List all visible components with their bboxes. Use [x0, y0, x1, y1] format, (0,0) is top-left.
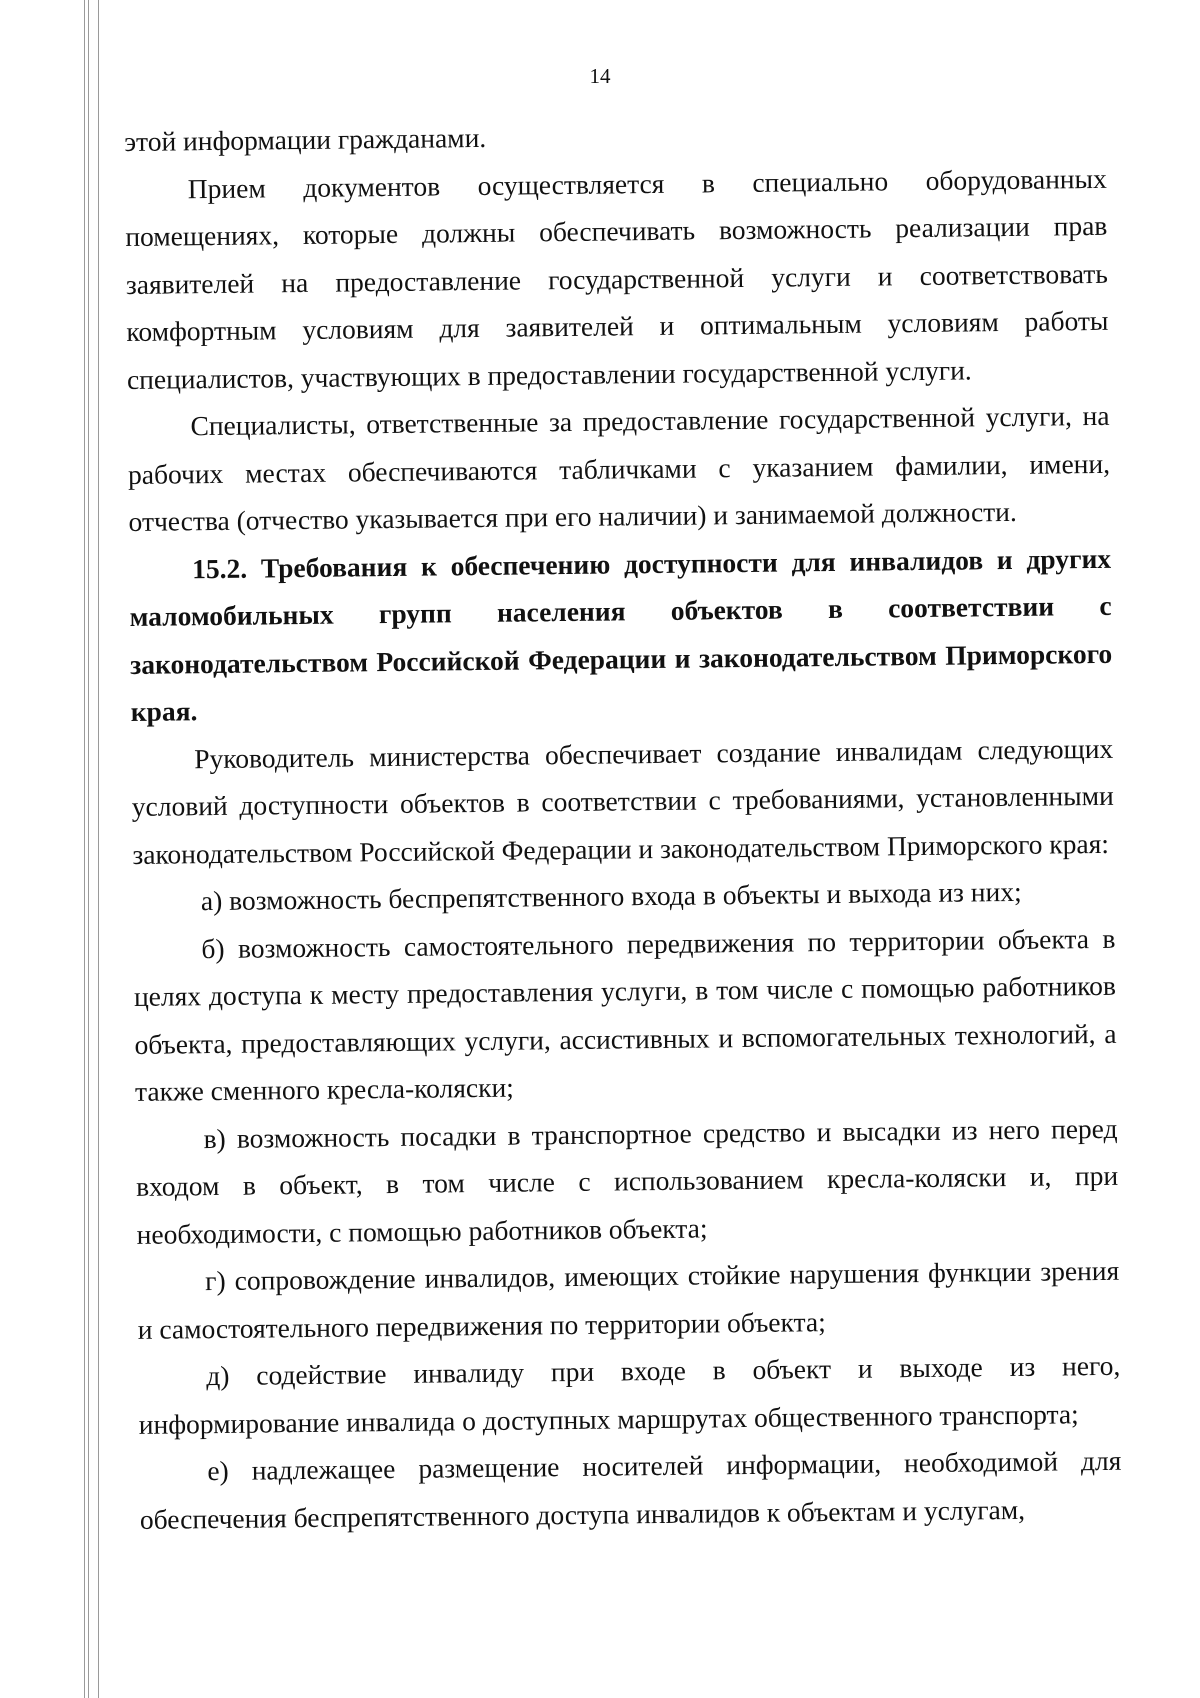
page-number: 14 — [589, 64, 611, 88]
list-item-e: е) надлежащее размещение носителей информации, необходимой для обеспечения беспрепятственного доступа инвалидов к объектам и услугам, — [139, 1444, 1122, 1535]
list-item-d: д) содействие инвалиду при входе в объект и выходе из него, информирование инвалида о доступных маршрутах общественного транспорта; — [138, 1349, 1121, 1440]
paragraph-continuation: этой информации гражданами. — [124, 121, 487, 157]
list-item-v: в) возможность посадки в транспортное средство и высадки из него перед входом в объект, в том числе с использованием кресла-коляски и, при необходимости, с помощью работников объекта; — [135, 1112, 1119, 1250]
list-item-a: а) возможность беспрепятственного входа в объекты и выхода из них; — [200, 875, 1022, 917]
scan-binding-line — [84, 0, 85, 1698]
scan-binding-line — [98, 0, 99, 1698]
paragraph-document-reception: Прием документов осуществляется в специально оборудованных помещениях, которые должны обеспечивать возможность реализации прав заявителей на предоставление государственной услуги и соответствовать комфортным условиям для заявителей и оптимальным условиям работы специалистов, участвующих в предоставлении государственной услуги. — [125, 162, 1109, 395]
scan-binding-line — [88, 0, 89, 1698]
list-item-g: г) сопровождение инвалидов, имеющих стойкие нарушения функции зрения и самостоятельного передвижения по территории объекта; — [137, 1254, 1120, 1345]
paragraph-specialists-nameplates: Специалисты, ответственные за предоставление государственной услуги, на рабочих местах обеспечиваются табличками с указанием фамилии, имени, отчества (отчество указывается при его наличии) и занимаемой должности. — [127, 399, 1111, 537]
section-heading-15-2: 15.2. Требования к обеспечению доступности для инвалидов и других маломобильных групп населения объектов в соответствии с законодательством Российской Федерации и законодательством Приморского края. — [129, 542, 1113, 727]
paragraph-head-of-ministry: Руководитель министерства обеспечивает создание инвалидам следующих условий доступности объектов в соответствии с требованиями, установленными законодательством Российской Федерации и законодательством Приморского края: — [131, 732, 1114, 870]
list-item-b: б) возможность самостоятельного передвижения по территории объекта в целях доступа к месту предоставления услуги, в том числе с помощью работников объекта, предоставляющих услуги, ассистивных и вспомогательных технологий, а также сменного кресла-коляски; — [133, 922, 1117, 1107]
document-body — [124, 107, 1122, 1543]
